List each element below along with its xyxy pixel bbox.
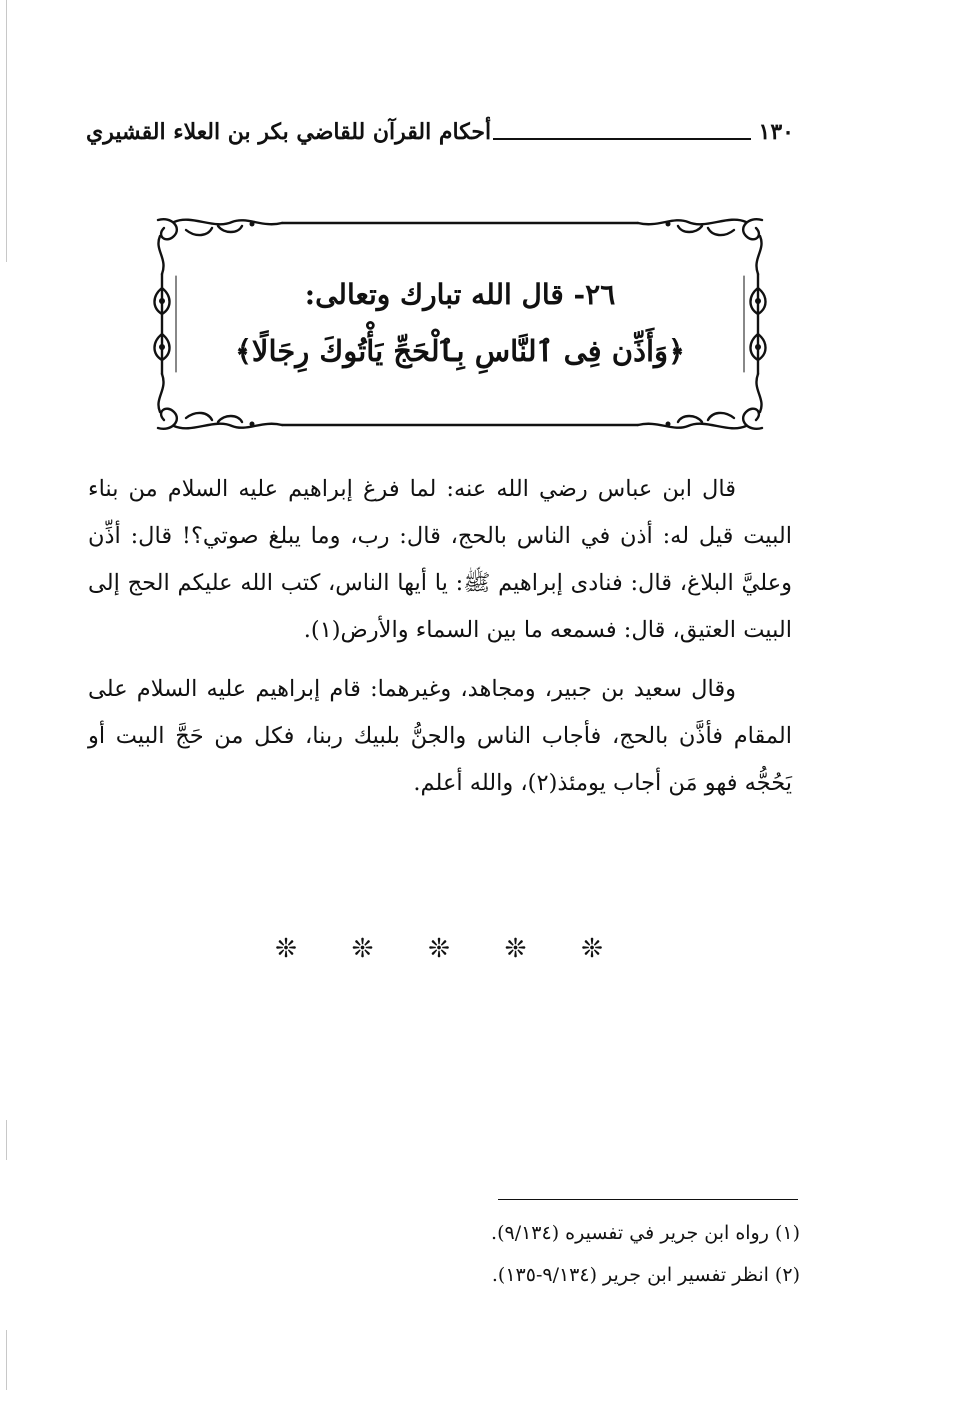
ornamental-frame	[152, 214, 768, 434]
book-title: أحكام القرآن للقاضي بكر بن العلاء القشيري	[86, 119, 492, 145]
scan-edge-mark	[6, 0, 7, 262]
asterism-glyph: ❊	[351, 934, 374, 964]
footnote-rule	[498, 1199, 798, 1200]
footnote: (٢) انظر تفسير ابن جرير (٩/١٣٤-١٣٥).	[491, 1264, 800, 1286]
body-paragraph: قال ابن عباس رضي الله عنه: لما فرغ إبراهيم عليه السلام من بناء البيت قيل له: أذن في الناس بالحج، قال: رب، وما يبلغ صوتي؟! قال: أذِّن وعليَّ البلاغ، قال: فنادى إبراهيم ﷺ: يا أيها الناس، كتب الله عليكم الحج إلى البيت العتيق، قال: فسمعه ما بين السماء والأرض(١).	[88, 476, 792, 643]
footnote: (١) رواه ابن جرير في تفسيره (٩/١٣٤).	[491, 1222, 800, 1244]
running-header	[86, 112, 794, 152]
scan-edge-mark	[6, 1120, 7, 1160]
body-paragraph: وقال سعيد بن جبير، ومجاهد، وغيرهما: قام إبراهيم عليه السلام على المقام فأذَّن بالحج، فأجاب الناس والجنُّ بلبيك ربنا، فكل من حَجَّ البيت أو يَحُجُّه فهو مَن أجاب يومئذ(٢)، والله أعلم.	[88, 676, 792, 796]
scan-edge-mark	[6, 1330, 7, 1390]
page-number: ١٣٠	[758, 119, 794, 145]
asterism-glyph: ❊	[504, 934, 527, 964]
ornamental-frame-border	[152, 214, 768, 434]
quran-verse: ﴿وَأَذِّن فِى ٱلنَّاسِ بِٱلْحَجِّ يَأْتُوكَ رِجَالًا﴾	[234, 334, 686, 368]
section-heading: ٢٦- قال الله تبارك وتعالى:	[304, 278, 616, 311]
asterism-glyph: ❊	[275, 934, 297, 964]
header-rule	[493, 138, 750, 140]
asterism-glyph: ❊	[581, 934, 603, 964]
section-separator	[274, 934, 604, 964]
asterism-glyph: ❊	[428, 934, 450, 964]
